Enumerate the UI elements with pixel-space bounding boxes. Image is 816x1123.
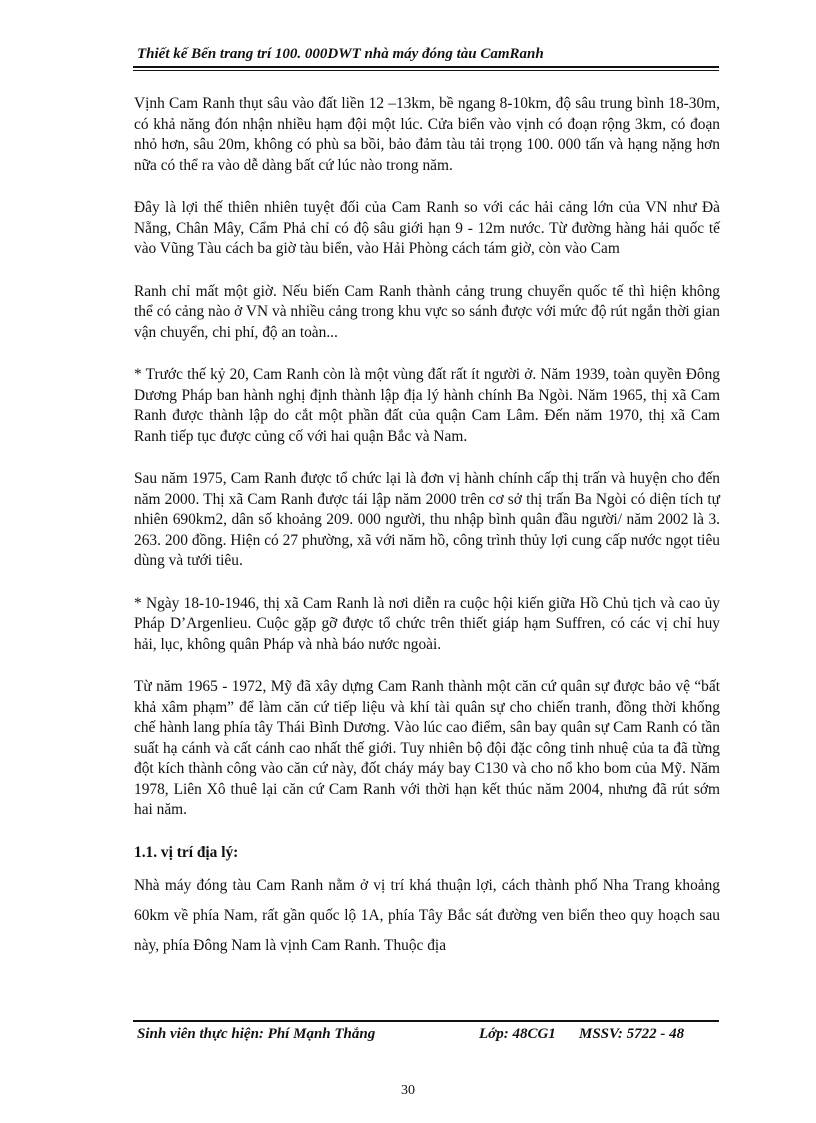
footer-divider	[133, 1020, 719, 1022]
page-header-title: Thiết kế Bến trang trí 100. 000DWT nhà máy đóng tàu CamRanh	[137, 46, 544, 62]
footer-student: Sinh viên thực hiện: Phí Mạnh Thắng	[137, 1026, 376, 1042]
paragraph-5: Sau năm 1975, Cam Ranh được tổ chức lại là đơn vị hành chính cấp thị trấn và huyện cho đến năm 2000. Thị xã Cam Ranh được tái lập năm 2000 trên cơ sở thị trấn Ba Ngòi có diện tích tự nhiên 690km2, dân số khoảng 209. 000 người, thu nhập bình quân đầu người/ năm 2002 là 3. 263. 200 đồng. Hiện có 27 phường, xã với năm hồ, công trình thủy lợi cung cấp nước ngọt tiêu dùng và tưới tiêu.	[134, 470, 720, 569]
paragraph-6: * Ngày 18-10-1946, thị xã Cam Ranh là nơi diễn ra cuộc hội kiến giữa Hồ Chủ tịch và cao ủy Pháp D’Argenlieu. Cuộc gặp gỡ được tổ chức trên thiết giáp hạm Suffren, có các vị chỉ huy hải, lục, không quân Pháp và nhà báo nước ngoài.	[134, 594, 720, 653]
paragraph-2: Đây là lợi thế thiên nhiên tuyệt đối của Cam Ranh so với các hải cảng lớn của VN như Đà Nẵng, Chân Mây, Cẩm Phả chỉ có độ sâu giới hạn 9 - 12m nước. Từ đường hàng hải quốc tế vào Vũng Tàu cách ba giờ tàu biển, vào Hải Phòng cách tám giờ, còn vào Cam	[134, 199, 720, 257]
footer-mssv: MSSV: 5722 - 48	[579, 1026, 685, 1042]
section-heading: 1.1. vị trí địa lý:	[134, 843, 239, 861]
page-number: 30	[401, 1083, 415, 1098]
paragraph-7: Từ năm 1965 - 1972, Mỹ đã xây dựng Cam Ranh thành một căn cứ quân sự được bảo vệ “bất khả xâm phạm” để làm căn cứ tiếp liệu và khí tài quân sự cho chiến tranh, đồng thời khống chế hành lang phía tây Thái Bình Dương. Vào lúc cao điểm, sân bay quân sự Cam Ranh có tần suất hạ cánh và cất cánh cao nhất thế giới. Tuy nhiên bộ đội đặc công tinh nhuệ của ta đã từng đột kích thành công vào căn cứ này, đốt cháy máy bay C130 và cho nổ kho bom của Mỹ. Năm 1978, Liên Xô thuê lại căn cứ Cam Ranh với thời hạn kết thúc năm 2004, nhưng đã rút sớm hai năm.	[134, 678, 720, 818]
header-divider-thin	[133, 70, 719, 71]
paragraph-1: Vịnh Cam Ranh thụt sâu vào đất liền 12 –13km, bề ngang 8-10km, độ sâu trung bình 18-30m, có khả năng đón nhận nhiều hạm đội một lúc. Cửa biển vào vịnh có đoạn rộng 3km, có đoạn nhỏ hơn, sâu 20m, không có phù sa bồi, bảo đảm tàu tải trọng 100. 000 tấn và hạng nặng hơn nữa có thể ra vào dễ dàng bất cứ lúc nào trong năm.	[134, 95, 720, 174]
paragraph-4: * Trước thế kỷ 20, Cam Ranh còn là một vùng đất rất ít người ở. Năm 1939, toàn quyền Đông Dương Pháp ban hành nghị định thành lập địa lý hành chính Ba Ngòi. Năm 1965, thị xã Cam Ranh được thành lập do cắt một phần đất của quận Cam Lâm. Đến năm 1970, thị xã Cam Ranh tiếp tục được củng cố với hai quận Bắc và Nam.	[134, 366, 720, 445]
section-paragraph: Nhà máy đóng tàu Cam Ranh nằm ở vị trí khá thuận lợi, cách thành phố Nha Trang khoảng 60km về phía Nam, rất gần quốc lộ 1A, phía Tây Bắc sát đường ven biển theo quy hoạch sau này, phía Đông Nam là vịnh Cam Ranh. Thuộc địa	[134, 876, 720, 954]
document-body	[134, 94, 720, 961]
page-footer	[137, 1024, 719, 1045]
paragraph-3: Ranh chỉ mất một giờ. Nếu biến Cam Ranh thành cảng trung chuyển quốc tế thì hiện không thể có cảng nào ở VN và nhiều cảng trong khu vực so sánh được với mức độ rút ngắn thời gian vận chuyển, chi phí, độ an toàn...	[134, 282, 720, 341]
header-divider	[133, 66, 719, 68]
footer-class: Lớp: 48CG1	[479, 1026, 556, 1042]
